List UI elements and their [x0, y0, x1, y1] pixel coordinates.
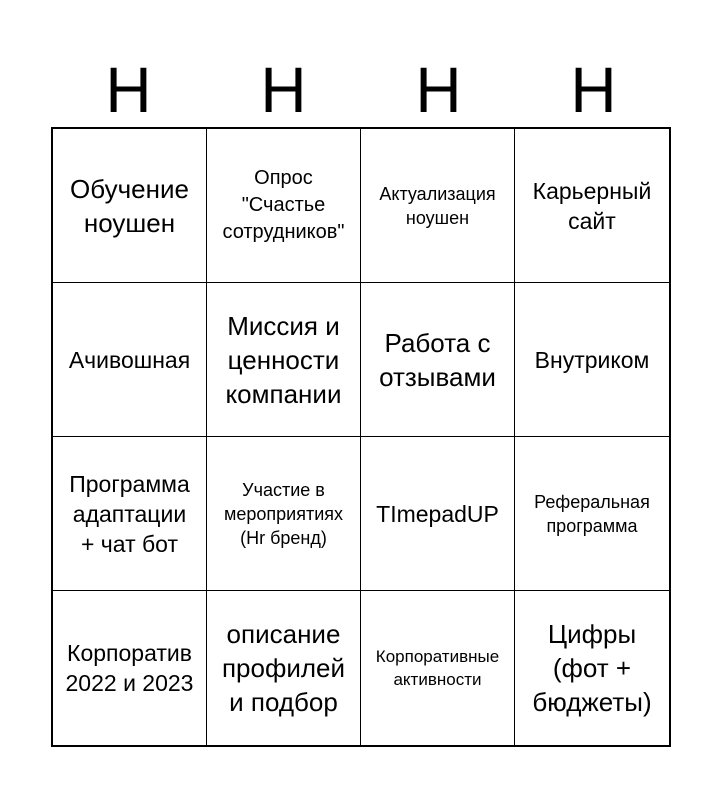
cell-text: Внутриком — [534, 346, 650, 373]
bingo-cell-3-4[interactable] — [515, 437, 669, 591]
bingo-cell-1-4[interactable] — [515, 129, 669, 283]
bingo-cell-3-2[interactable] — [207, 437, 361, 591]
bingo-cell-3-1[interactable] — [53, 437, 207, 591]
cell-text: Актуализация ноушен — [379, 183, 496, 228]
bingo-cell-4-2[interactable] — [207, 591, 361, 745]
bingo-cell-2-3[interactable] — [361, 283, 515, 437]
cell-text: Ачивошная — [68, 346, 191, 373]
bingo-cell-4-4[interactable] — [515, 591, 669, 745]
header-letter-3: Н — [415, 54, 462, 126]
header-letter-2: Н — [260, 54, 307, 126]
cell-text: Карьерный сайт — [532, 177, 652, 234]
cell-text: описание профилей и подбор — [221, 619, 346, 717]
bingo-cell-4-3[interactable] — [361, 591, 515, 745]
cell-text: Работа с отзывами — [379, 327, 496, 392]
cell-text: TImepadUP — [376, 500, 499, 527]
bingo-cell-3-3[interactable] — [361, 437, 515, 591]
cell-text: Корпоративные активности — [375, 647, 500, 689]
cell-text: Участие в мероприятиях (Hr бренд) — [223, 479, 343, 548]
cell-text: Цифры (фот + бюджеты) — [532, 619, 652, 717]
cell-text: Обучение ноушен — [70, 173, 189, 238]
cell-text: Миссия и ценности компании — [225, 310, 342, 409]
bingo-header — [51, 50, 671, 130]
bingo-board — [51, 127, 671, 747]
bingo-cell-1-1[interactable] — [53, 129, 207, 283]
cell-text: Корпоратив 2022 и 2023 — [65, 640, 194, 696]
bingo-cell-2-4[interactable] — [515, 283, 669, 437]
bingo-cell-2-1[interactable] — [53, 283, 207, 437]
cell-text: Программа адаптации + чат бот — [69, 470, 190, 557]
cell-text: Реферальная программа — [534, 491, 650, 536]
bingo-cell-4-1[interactable] — [53, 591, 207, 745]
bingo-cell-2-2[interactable] — [207, 283, 361, 437]
cell-text: Опрос "Счастье сотрудников" — [222, 167, 345, 243]
header-letter-4: Н — [570, 54, 617, 126]
bingo-cell-1-2[interactable] — [207, 129, 361, 283]
header-letter-1: Н — [105, 54, 152, 126]
bingo-cell-1-3[interactable] — [361, 129, 515, 283]
